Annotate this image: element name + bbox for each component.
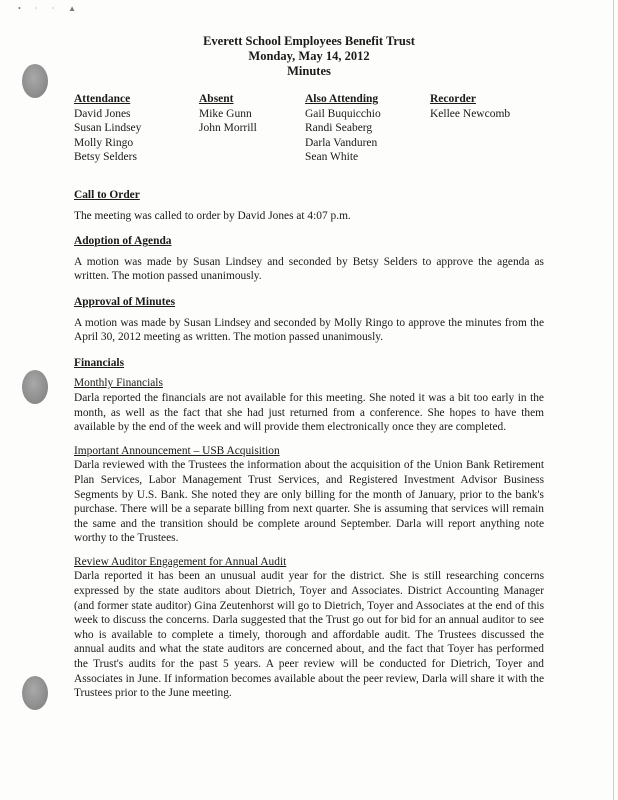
attendee-name: Betsy Selders [74,151,137,163]
also-attending-name: Sean White [305,151,359,163]
subsection-heading: Important Announcement – USB Acquisition [74,444,280,457]
attendee-name: Susan Lindsey [74,122,142,134]
also-attending-column [305,92,381,165]
section-heading: Adoption of Agenda [74,235,172,248]
document-header [0,34,618,79]
minutes-body [74,188,544,701]
binder-hole [22,370,48,404]
doc-type: Minutes [287,64,331,78]
section-heading: Financials [74,356,125,369]
page-edge [613,0,614,800]
also-attending-name: Darla Vanduren [305,136,378,149]
org-name: Everett School Employees Benefit Trust [203,34,415,48]
subsection-heading: Review Auditor Engagement for Annual Audit [74,555,287,568]
section-text: Darla reported the financials are not available for this meeting. She noted it was a bit too early in the month, as well as the fact that she had just returned from a conference. She hopes to have them available by the end of the week and will provide them electronically once they are completed. [74,391,544,434]
absent-column [199,92,257,136]
section-text: A motion was made by Susan Lindsey and seconded by Molly Ringo to approve the minutes from the April 30, 2012 meeting as written. The motion passed unanimously. [74,316,544,344]
also-attending-name: Randi Seaberg [305,122,373,134]
attendance-heading: Attendance [74,93,131,105]
section-text: A motion was made by Susan Lindsey and seconded by Betsy Selders to approve the agenda as written. The motion passed unanimously. [74,255,544,283]
scan-marks: • · · ▲ [18,4,83,13]
attendee-name: David Jones [74,107,131,120]
section-text: The meeting was called to order by David Jones at 4:07 p.m. [74,209,351,222]
binder-hole [22,676,48,710]
recorder-heading: Recorder [430,93,476,105]
section-heading: Call to Order [74,189,140,201]
absent-name: John Morrill [199,122,257,134]
recorder-column [430,92,510,121]
section-heading: Approval of Minutes [74,295,176,308]
recorder-name: Kellee Newcomb [430,107,511,120]
absent-heading: Absent [199,93,234,105]
meeting-date: Monday, May 14, 2012 [248,49,370,63]
attendance-column [74,92,141,165]
absent-name: Mike Gunn [199,107,252,120]
section-text: Darla reported it has been an unusual audit year for the district. She is still researching concerns expressed by the state auditors about Dietrich, Toyer and Associates. District Accounting Manager (and former state auditor) Gina Zeutenhorst will go to Dietrich, Toyer and Associates at the end of this week to discuss the concerns. Darla suggested that the Trust go out for bid for an annual auditor to see who is available to complete a timely, thorough and affordable audit. The Trustees discussed the annual audits and what the state auditors are concerned about, and the fact that Toyer has performed the Trust's audits for the past 5 years. A peer review will be conducted for Dietrich, Toyer and Associates in June. If information becomes available about the peer review, Darla will share it with the Trustees prior to the June meeting. [74,570,544,700]
also-attending-name: Gail Buquicchio [305,107,381,120]
attendee-name: Molly Ringo [74,136,134,149]
subsection-heading: Monthly Financials [74,377,163,390]
section-text: Darla reviewed with the Trustees the information about the acquisition of the Union Bank Retirement Plan Services, Labor Management Trust Services, and Registered Investment Advisor Business Segments by U.S. Bank. She noted they are only billing for the month of January, prior to the bank's purchase. There will be a separate billing from next quarter. She is assuming that services will remain the same and the transition should be complete around September. Darla will report anything note worthy to the Trustees. [74,459,544,545]
also-attending-heading: Also Attending [305,93,379,105]
